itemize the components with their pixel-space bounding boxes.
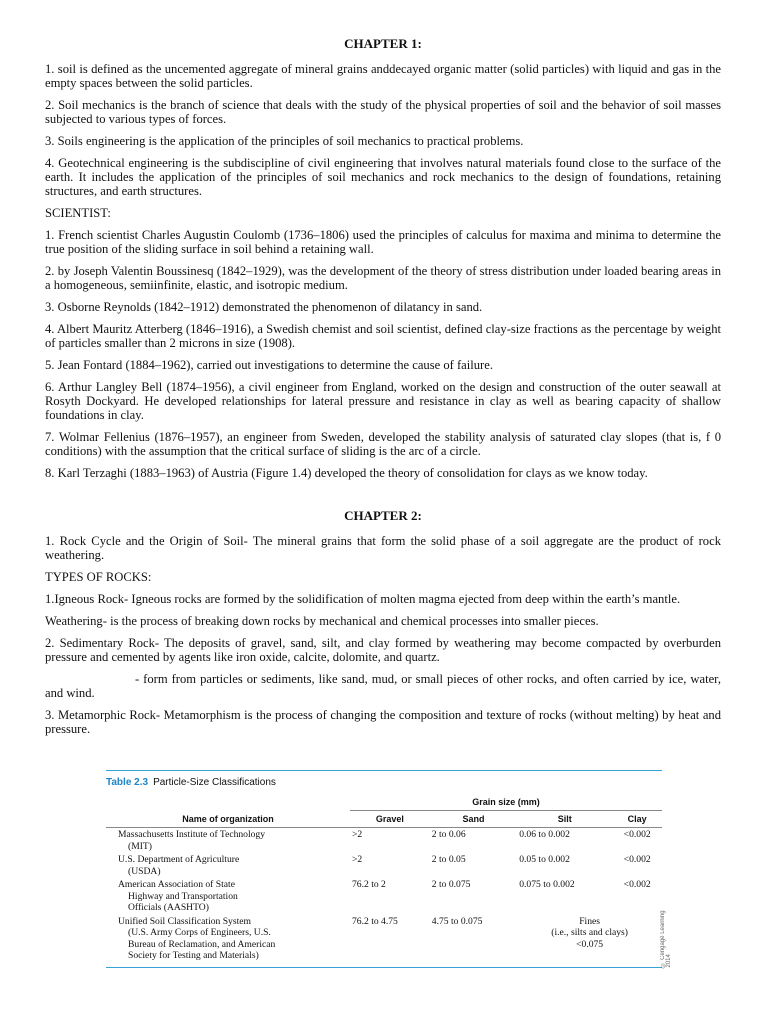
scientist-label: SCIENTIST: <box>45 206 111 220</box>
particle-size-table <box>106 770 672 968</box>
chapter-1-paragraph: 1. soil is defined as the uncemented aggregate of mineral grains anddecayed organic matter (solid particles) with liquid and gas in the empty spaces between the solid particles. <box>45 62 721 90</box>
table-title: Particle-Size Classifications <box>153 777 276 788</box>
scientist-item: 1. French scientist Charles Augustin Coulomb (1736–1806) used the principles of calculus for maxima and minima to determine the true position of the sliding surface in soil behind a retaining wall. <box>45 228 721 256</box>
silt-column-header: Silt <box>517 811 612 828</box>
clay-column-header: Clay <box>612 811 662 828</box>
chapter-1-heading: CHAPTER 1: <box>344 36 422 51</box>
sand-cell: 2 to 0.06 <box>431 829 466 840</box>
gravel-column-header: Gravel <box>350 811 430 828</box>
scientist-item: 6. Arthur Langley Bell (1874–1956), a civil engineer from England, worked on the design and construction of the outer seawall at Rosyth Dockyard. He developed relationships for lateral pressure and resistance in clay as well as bearing capacity of shallow foundations in clay. <box>45 380 721 422</box>
sand-cell: 2 to 0.075 <box>431 879 471 890</box>
sedimentary-rock-paragraph: 2. Sedimentary Rock- The deposits of gravel, sand, silt, and clay formed by weathering may become compacted by overburden pressure and cemented by agents like iron oxide, calcite, dolomite, and quartz. <box>45 636 721 664</box>
table-row <box>106 878 662 915</box>
types-of-rocks-label: TYPES OF ROCKS: <box>45 570 152 584</box>
copyright-note: © Cengage Learning 2014 <box>660 910 672 968</box>
scientist-item: 4. Albert Mauritz Atterberg (1846–1916), a Swedish chemist and soil scientist, defined clay-size fractions as the percentage by weight of particles smaller than 2 microns in size (1908). <box>45 322 721 350</box>
fines-cell: Fines (i.e., silts and clays) <0.075 <box>551 915 628 950</box>
metamorphic-rock-paragraph: 3. Metamorphic Rock- Metamorphism is the process of changing the composition and texture of rocks (without melting) by heat and pressure. <box>45 708 721 736</box>
gravel-cell: 76.2 to 4.75 <box>352 915 398 927</box>
scientist-item: 5. Jean Fontard (1884–1962), carried out investigations to determine the cause of failure. <box>45 358 493 372</box>
chapter-1-paragraph: 2. Soil mechanics is the branch of science that deals with the study of the physical properties of soil and the behavior of soil masses subjected to various types of forces. <box>45 98 721 126</box>
sand-cell: 4.75 to 0.075 <box>431 915 483 927</box>
table-row <box>106 828 662 854</box>
sand-cell: 2 to 0.05 <box>431 854 466 865</box>
document-page <box>45 36 721 744</box>
clay-cell: <0.002 <box>623 879 651 890</box>
rock-cycle-paragraph: 1. Rock Cycle and the Origin of Soil- The mineral grains that form the solid phase of a soil aggregate are the product of rock weathering. <box>45 534 721 562</box>
section-gap <box>45 488 721 508</box>
grain-size-header: Grain size (mm) <box>350 794 662 811</box>
scientist-item: 7. Wolmar Fellenius (1876–1957), an engineer from Sweden, developed the stability analysis of saturated clay slopes (that is, f 0 conditions) with the assumption that the critical surface of sliding is the arc of a circle. <box>45 430 721 458</box>
chapter-1-paragraph: 3. Soils engineering is the application of the principles of soil mechanics to practical problems. <box>45 134 524 148</box>
clay-cell: <0.002 <box>623 854 651 865</box>
chapter-1-paragraph: 4. Geotechnical engineering is the subdiscipline of civil engineering that involves natural materials found close to the surface of the earth. It includes the application of the principles of soil mechanics and rock mechanics to the design of foundations, retaining structures, and earth structures. <box>45 156 721 198</box>
scientist-item: 2. by Joseph Valentin Boussinesq (1842–1929), was the development of the theory of stress distribution under loaded bearing areas in a homogeneous, semiinfinite, elastic, and isotropic medium. <box>45 264 721 292</box>
organization-cell: U.S. Department of Agriculture (USDA) <box>118 854 240 877</box>
silt-cell: 0.075 to 0.002 <box>519 879 575 890</box>
table-header-row <box>106 811 662 828</box>
table-number: Table 2.3 <box>106 777 149 788</box>
table-group-header-row <box>106 794 662 811</box>
weathering-paragraph: Weathering- is the process of breaking down rocks by mechanical and chemical processes into smaller pieces. <box>45 614 599 628</box>
sand-column-header: Sand <box>430 811 517 828</box>
sedimentary-note-paragraph: - form from particles or sediments, like sand, mud, or small pieces of other rocks, and often carried by ice, water, and wind. <box>45 672 721 700</box>
igneous-rock-paragraph: 1.Igneous Rock- Igneous rocks are formed by the solidification of molten magma ejected from deep within the earth’s mantle. <box>45 592 681 606</box>
table-caption <box>106 771 662 794</box>
organization-cell: Unified Soil Classification System (U.S. Army Corps of Engineers, U.S. Bureau of Reclamation, and American Society for Testing and Materials) <box>118 915 276 961</box>
organization-cell: American Association of State Highway and Transportation Officials (AASHTO) <box>118 879 238 913</box>
organization-cell: Massachusetts Institute of Technology (MIT) <box>118 829 266 852</box>
table-row <box>106 853 662 878</box>
chapter-2-heading: CHAPTER 2: <box>344 508 422 523</box>
gravel-cell: >2 <box>352 829 363 840</box>
table-row <box>106 915 662 963</box>
gravel-cell: 76.2 to 2 <box>352 879 386 890</box>
gravel-cell: >2 <box>352 854 363 865</box>
scientist-item: 3. Osborne Reynolds (1842–1912) demonstrated the phenomenon of dilatancy in sand. <box>45 300 483 314</box>
silt-cell: 0.06 to 0.002 <box>519 829 570 840</box>
organization-column-header: Name of organization <box>106 811 350 828</box>
classification-table <box>106 794 662 963</box>
table-bottom-rule <box>106 967 662 968</box>
silt-cell: 0.05 to 0.002 <box>519 854 570 865</box>
scientist-item: 8. Karl Terzaghi (1883–1963) of Austria (Figure 1.4) developed the theory of consolidation for clays as we know today. <box>45 466 648 480</box>
clay-cell: <0.002 <box>623 829 651 840</box>
